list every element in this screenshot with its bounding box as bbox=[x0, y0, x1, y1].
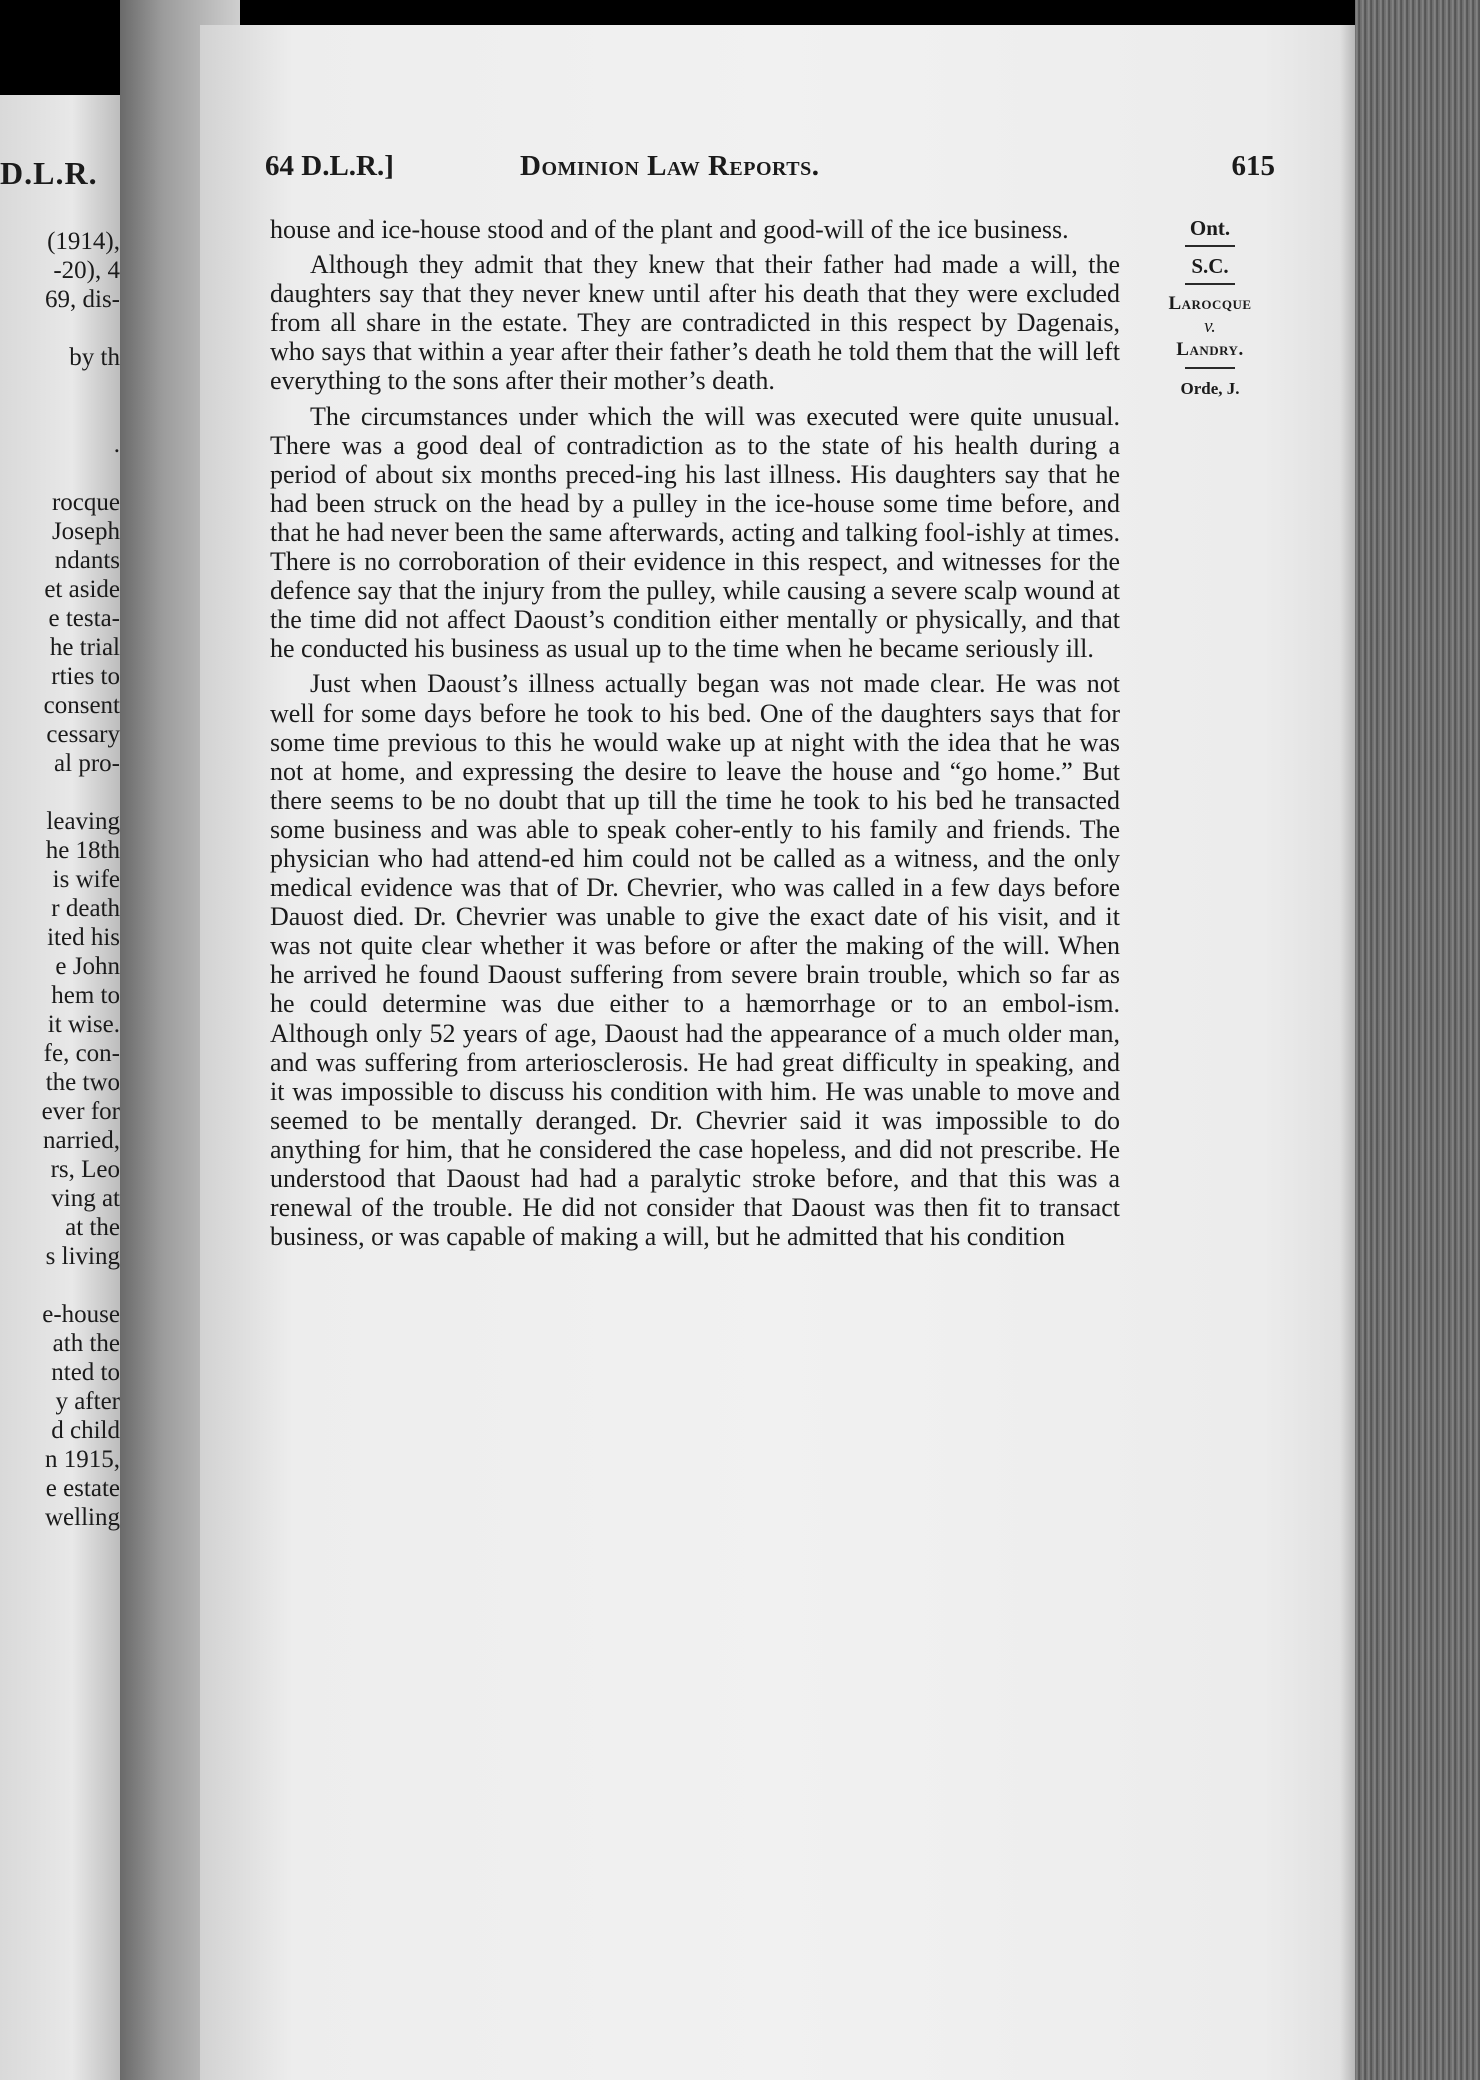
previous-page-line: y after bbox=[55, 1388, 120, 1415]
previous-page-line: leaving bbox=[46, 808, 120, 835]
previous-page-line: rs, Leo bbox=[50, 1156, 120, 1183]
versus-label: v. bbox=[1204, 316, 1216, 337]
previous-page-line: welling bbox=[45, 1504, 120, 1531]
previous-page-line: he trial bbox=[49, 634, 120, 661]
previous-page-line: cessary bbox=[46, 721, 120, 748]
previous-page-line: r death bbox=[51, 895, 120, 922]
previous-page-line: ath the bbox=[52, 1330, 120, 1357]
reporter-title: Dominion Law Reports. bbox=[520, 150, 820, 182]
paragraph-2: Although they admit that they knew that their father had made a will, the daughters say that they never knew until after his death that they were excluded from all share in the estate. They are contradicted in this respect by Dagenais, who says that within a year after their father’s death he told them that the will left everything to the sons after their mother’s death. bbox=[270, 250, 1120, 396]
previous-page-line: s living bbox=[45, 1243, 120, 1270]
previous-page-line: n 1915, bbox=[45, 1446, 120, 1473]
previous-page-line: 69, dis- bbox=[45, 286, 120, 313]
margin-rule bbox=[1185, 245, 1235, 247]
previous-page-line: by th bbox=[69, 344, 120, 371]
margin-notes bbox=[1150, 215, 1270, 403]
previous-page-line: et aside bbox=[44, 576, 120, 603]
previous-page-fragment bbox=[0, 95, 120, 2080]
defendant-name: Landry. bbox=[1176, 339, 1244, 360]
previous-page-line: he 18th bbox=[45, 837, 120, 864]
body-text bbox=[270, 215, 1120, 1257]
volume-citation: 64 D.L.R.] bbox=[265, 150, 394, 182]
previous-page-line: at the bbox=[65, 1214, 120, 1241]
judge-name: Orde, J. bbox=[1180, 379, 1240, 398]
previous-page-line: hem to bbox=[51, 982, 120, 1009]
paragraph-3: The circumstances under which the will was executed were quite unusual. There was a good deal of contradiction as to the state of his health during a period of about six months preced-ing his last illness. His daughters say that he had been struck on the head by a pulley in the ice-house some time before, and that he had never been the same afterwards, acting and talking fool-ishly at times. There is no corroboration of their evidence in this respect, and witnesses for the defence say that the injury from the pulley, while causing a severe scalp wound at the time did not affect Daoust’s condition either mentally or physically, and that he conducted his business as usual up to the time when he became seriously ill. bbox=[270, 401, 1120, 664]
previous-page-line: Joseph bbox=[51, 518, 120, 545]
previous-page-line: ever for bbox=[41, 1098, 120, 1125]
previous-page-line: rocque bbox=[51, 489, 120, 516]
previous-page-line: (1914), bbox=[47, 228, 120, 255]
previous-page-line: -20), 4 bbox=[53, 257, 120, 284]
previous-page-line: rties to bbox=[51, 663, 120, 690]
margin-rule bbox=[1185, 283, 1235, 285]
previous-page-line: ndants bbox=[54, 547, 120, 574]
previous-page-line: . bbox=[113, 431, 120, 458]
previous-page-line: d child bbox=[51, 1417, 120, 1444]
page-number: 615 bbox=[1231, 150, 1275, 182]
previous-page-line: ving at bbox=[51, 1185, 120, 1212]
previous-page-line: the two bbox=[45, 1069, 120, 1096]
previous-page-line: e testa- bbox=[48, 605, 120, 632]
paragraph-1: house and ice-house stood and of the plant and good-will of the ice business. bbox=[270, 215, 1069, 244]
previous-page-line: e estate bbox=[45, 1475, 120, 1502]
previous-page-line: ited his bbox=[47, 924, 120, 951]
previous-page-line: consent bbox=[43, 692, 120, 719]
plaintiff-name: Larocque bbox=[1168, 293, 1252, 314]
division-label: S.C. bbox=[1191, 254, 1229, 278]
previous-page-header: D.L.R. bbox=[0, 155, 98, 191]
previous-page-line: it wise. bbox=[47, 1011, 120, 1038]
paragraph-4: Just when Daoust’s illness actually began was not made clear. He was not well for some days before he took to his bed. One of the daughters says that for some time previous to this he would wake up at night with the idea that he was not at home, and expressing the desire to leave the house and “go home.” But there seems to be no doubt that up till the time he took to his bed he transacted some business and was able to speak coher-ently to his family and friends. The physician who had attend-ed him could not be called as a witness, and the only medical evidence was that of Dr. Chevrier, who was called in a few days before Dauost died. Dr. Chevrier was unable to give the exact date of his visit, and it was not quite clear whether it was before or after the making of the will. When he arrived he found Daoust suffering from severe brain trouble, which so far as he could determine was due either to a hæmorrhage or to an embol-ism. Although only 52 years of age, Daoust had the appearance of a much older man, and was suffering from arteriosclerosis. He had great difficulty in speaking, and it was impossible to discuss his condition with him. He was unable to move and seemed to be mentally deranged. Dr. Chevrier said it was impossible to do anything for him, that he considered the case hopeless, and did not prescribe. He understood that Daoust had had a paralytic stroke before, and that this was a renewal of the trouble. He did not consider that Daoust was then fit to transact business, or was capable of making a will, but he admitted that his condition bbox=[270, 669, 1120, 1252]
previous-page-line: nted to bbox=[51, 1359, 120, 1386]
margin-rule bbox=[1185, 367, 1235, 369]
previous-page-line: e-house bbox=[42, 1301, 120, 1328]
previous-page-line: al pro- bbox=[54, 750, 120, 777]
previous-page-line: is wife bbox=[52, 866, 120, 893]
running-header bbox=[265, 150, 1275, 190]
previous-page-line: fe, con- bbox=[43, 1040, 120, 1067]
previous-page-line: e John bbox=[55, 953, 120, 980]
court-label: Ont. bbox=[1189, 216, 1231, 240]
previous-page-line: narried, bbox=[42, 1127, 120, 1154]
book-page-edges bbox=[1355, 0, 1480, 2080]
